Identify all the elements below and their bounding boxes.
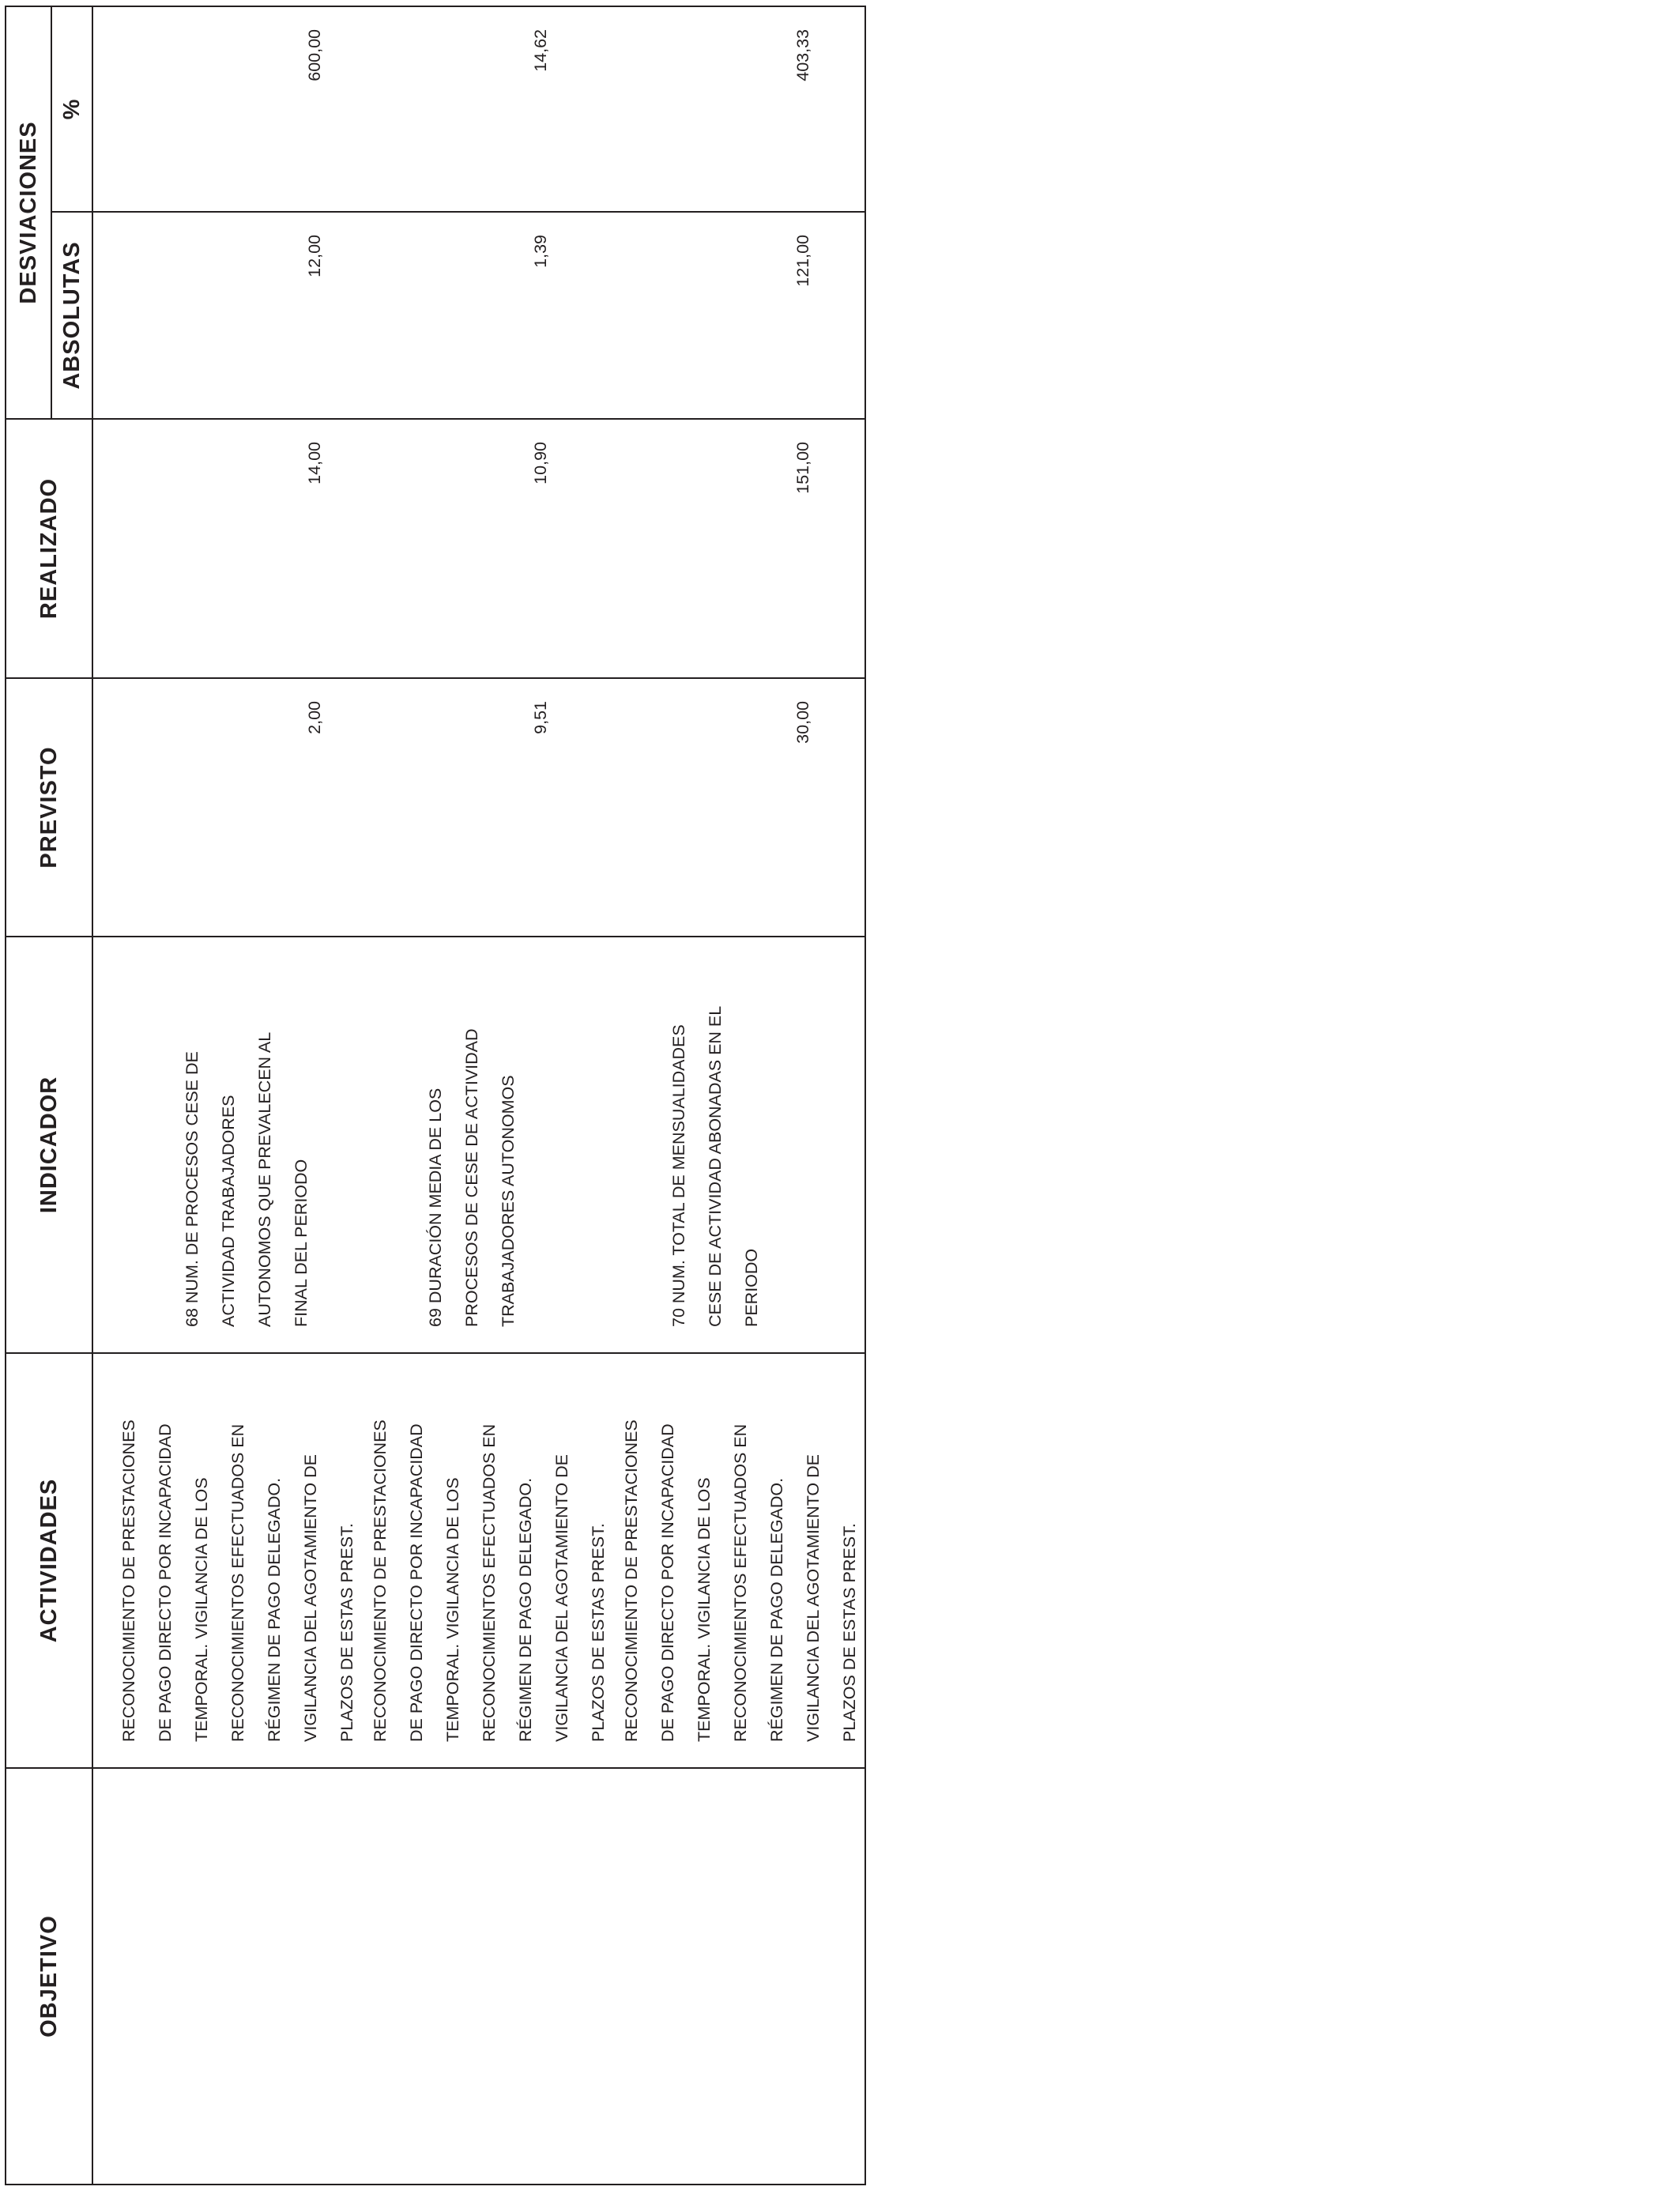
header-porcentaje: % <box>51 6 92 212</box>
actividad-line: RECONOCIMIENTOS EFECTUADOS EN <box>480 1423 499 1742</box>
porcentaje-cell <box>92 6 865 212</box>
actividad-entry <box>111 1365 362 1742</box>
actividad-line: TEMPORAL. VIGILANCIA DE LOS <box>192 1477 211 1742</box>
indicador-line: 69 DURACIÓN MEDIA DE LOS <box>426 1088 445 1327</box>
indicadores-table <box>5 6 866 2185</box>
actividad-line: PLAZOS DE ESTAS PREST. <box>840 1523 859 1742</box>
actividad-line: RÉGIMEN DE PAGO DELEGADO. <box>265 1477 284 1742</box>
realizado-value: 151,00 <box>793 442 812 494</box>
actividad-entry <box>362 1365 613 1742</box>
indicador-line: CESE DE ACTIVIDAD ABONADAS EN EL <box>706 1005 725 1327</box>
porcentaje-value: 14,62 <box>531 28 550 72</box>
realizado-cell <box>92 419 865 678</box>
indicador-entry <box>111 948 362 1327</box>
rotated-table-container <box>5 7 866 2185</box>
header-objetivo: OBJETIVO <box>6 1768 92 2185</box>
actividad-line: RECONOCIMIENTOS EFECTUADOS EN <box>731 1423 750 1742</box>
indicador-line: FINAL DEL PERIODO <box>292 1159 311 1327</box>
header-absolutas: ABSOLUTAS <box>51 212 92 419</box>
porcentaje-value: 600,00 <box>305 28 324 81</box>
indicador-line: PERIODO <box>742 1248 761 1327</box>
actividad-line: RÉGIMEN DE PAGO DELEGADO. <box>767 1477 786 1742</box>
actividad-line: RÉGIMEN DE PAGO DELEGADO. <box>516 1477 535 1742</box>
indicador-cell <box>92 937 865 1353</box>
indicador-line: ACTIVIDAD TRABAJADORES <box>219 1095 238 1327</box>
absolutas-value: 121,00 <box>793 235 812 287</box>
actividad-line: PLAZOS DE ESTAS PREST. <box>337 1523 356 1742</box>
actividad-line: VIGILANCIA DEL AGOTAMIENTO DE <box>804 1454 823 1742</box>
indicador-entry <box>613 948 864 1327</box>
actividad-line: RECONOCIMIENTO DE PRESTACIONES <box>119 1419 138 1742</box>
realizado-value: 14,00 <box>305 442 324 484</box>
porcentaje-value: 403,33 <box>793 28 812 81</box>
header-desviaciones: DESVIACIONES <box>6 6 51 419</box>
previsto-cell <box>92 678 865 937</box>
absolutas-value: 12,00 <box>305 235 324 277</box>
actividad-line: DE PAGO DIRECTO POR INCAPACIDAD <box>156 1423 175 1742</box>
actividad-line: RECONOCIMIENTO DE PRESTACIONES <box>622 1419 641 1742</box>
actividad-line: VIGILANCIA DEL AGOTAMIENTO DE <box>301 1454 320 1742</box>
actividad-entry <box>613 1365 864 1742</box>
previsto-value: 30,00 <box>793 701 812 744</box>
absolutas-value: 1,39 <box>531 235 550 268</box>
realizado-value: 10,90 <box>531 442 550 484</box>
indicador-line: AUTONOMOS QUE PREVALECEN AL <box>255 1031 274 1327</box>
header-realizado: REALIZADO <box>6 419 92 678</box>
indicador-line: TRABAJADORES AUTONOMOS <box>499 1075 518 1327</box>
actividad-line: RECONOCIMIENTO DE PRESTACIONES <box>371 1419 390 1742</box>
actividad-line: TEMPORAL. VIGILANCIA DE LOS <box>443 1477 462 1742</box>
absolutas-cell <box>92 212 865 419</box>
header-indicador: INDICADOR <box>6 937 92 1353</box>
actividad-line: TEMPORAL. VIGILANCIA DE LOS <box>695 1477 714 1742</box>
indicador-entry <box>362 948 613 1327</box>
previsto-value: 9,51 <box>531 701 550 734</box>
actividad-line: PLAZOS DE ESTAS PREST. <box>589 1523 608 1742</box>
indicador-line: 68 NUM. DE PROCESOS CESE DE <box>183 1051 202 1327</box>
table-row <box>92 6 865 2185</box>
actividad-line: DE PAGO DIRECTO POR INCAPACIDAD <box>407 1423 426 1742</box>
header-previsto: PREVISTO <box>6 678 92 937</box>
actividades-cell <box>92 1353 865 1768</box>
objetivo-cell <box>92 1768 865 2185</box>
actividad-line: DE PAGO DIRECTO POR INCAPACIDAD <box>658 1423 677 1742</box>
actividad-line: RECONOCIMIENTOS EFECTUADOS EN <box>228 1423 247 1742</box>
actividad-line: VIGILANCIA DEL AGOTAMIENTO DE <box>552 1454 571 1742</box>
indicador-line: 70 NUM. TOTAL DE MENSUALIDADES <box>669 1024 688 1327</box>
indicador-line: PROCESOS DE CESE DE ACTIVIDAD <box>462 1028 481 1327</box>
header-actividades: ACTIVIDADES <box>6 1353 92 1768</box>
header-row <box>6 6 51 2185</box>
previsto-value: 2,00 <box>305 701 324 734</box>
